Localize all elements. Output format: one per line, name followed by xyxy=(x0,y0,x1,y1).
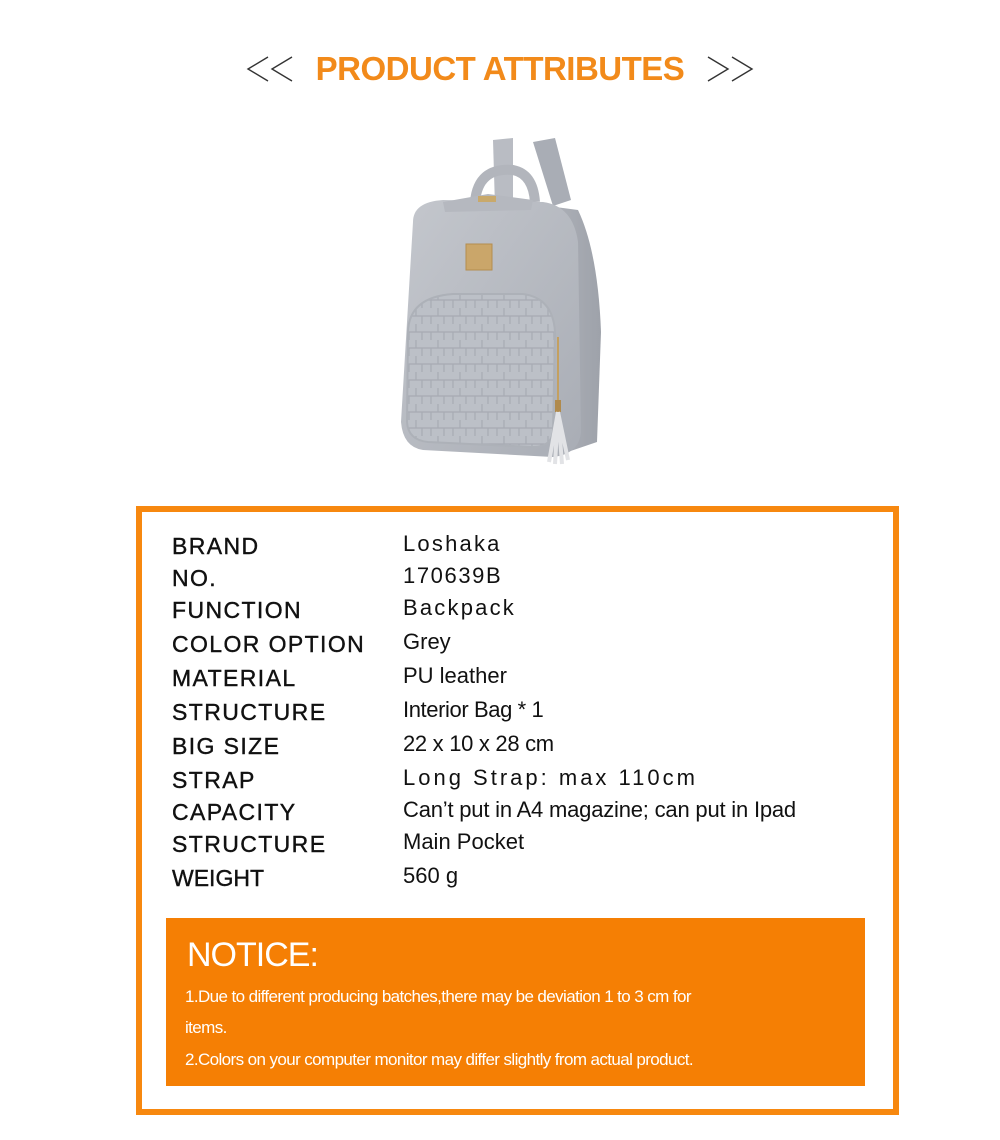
product-image xyxy=(383,132,619,467)
attr-value-no: 170639B xyxy=(403,563,503,588)
notice-box xyxy=(166,918,865,1086)
attr-value-big-size: 22 x 10 x 28 cm xyxy=(403,731,554,756)
attr-label-big-size: BIG SIZE xyxy=(172,733,281,759)
double-chevron-left-icon xyxy=(246,54,294,84)
attr-value-capacity: Can’t put in A4 magazine; can put in Ipad xyxy=(403,797,796,822)
backpack-illustration xyxy=(383,132,619,467)
page-title: PRODUCT ATTRIBUTES xyxy=(315,50,685,87)
notice-line-2: items. xyxy=(185,1018,227,1037)
attr-label-structure: STRUCTURE xyxy=(172,699,327,725)
attr-label-structure-2: STRUCTURE xyxy=(172,831,327,857)
attr-label-material: MATERIAL xyxy=(172,665,297,691)
attr-label-weight: WEIGHT xyxy=(172,865,264,891)
attr-value-brand: Loshaka xyxy=(403,531,502,556)
attr-value-strap: Long Strap: max 110cm xyxy=(403,765,698,790)
notice-line-1: 1.Due to different producing batches,there may be deviation 1 to 3 cm for xyxy=(185,987,691,1006)
attr-label-brand: BRAND xyxy=(172,533,260,559)
attr-value-structure-2: Main Pocket xyxy=(403,829,525,854)
attr-label-color-option: COLOR OPTION xyxy=(172,631,366,657)
attr-label-function: FUNCTION xyxy=(172,597,303,623)
attr-label-no: NO. xyxy=(172,565,218,591)
attr-label-capacity: CAPACITY xyxy=(172,799,297,825)
attr-value-function: Backpack xyxy=(403,595,516,620)
double-chevron-right-icon xyxy=(706,54,754,84)
attr-value-color-option: Grey xyxy=(403,629,451,654)
attr-value-weight: 560 g xyxy=(403,863,459,888)
attr-value-material: PU leather xyxy=(403,663,507,688)
notice-title: NOTICE: xyxy=(187,936,318,974)
attr-label-strap: STRAP xyxy=(172,767,256,793)
section-header xyxy=(0,44,1000,94)
notice-line-3: 2.Colors on your computer monitor may differ slightly from actual product. xyxy=(185,1050,694,1069)
attr-value-structure: Interior Bag * 1 xyxy=(403,697,544,722)
